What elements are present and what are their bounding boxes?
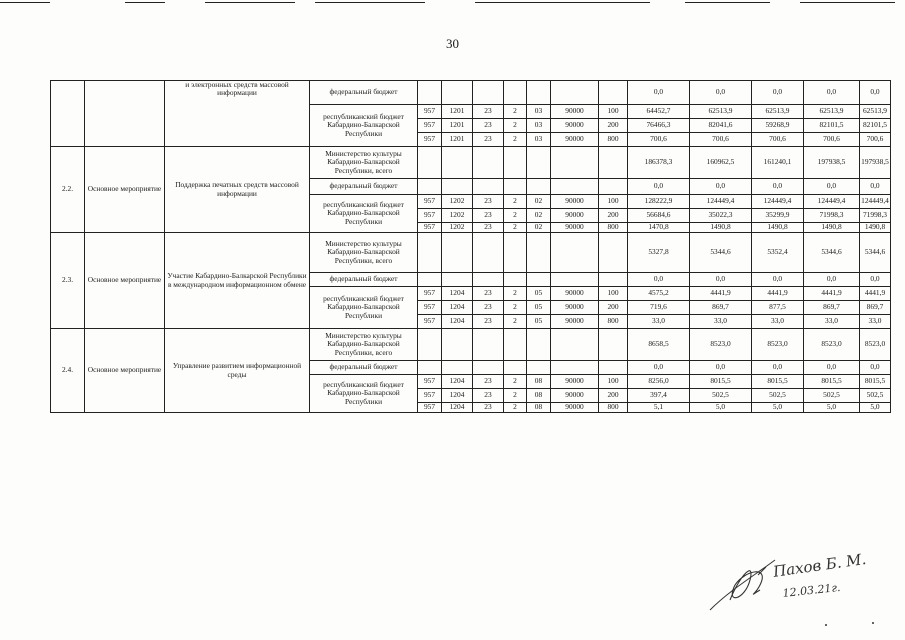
amount-v3-cell: 0,0 bbox=[752, 179, 804, 195]
amount-v1-cell: 719,6 bbox=[628, 301, 690, 315]
code-cs-cell bbox=[551, 179, 599, 195]
funding-source-cell: федеральный бюджет bbox=[310, 361, 418, 375]
amount-v3-cell: 877,5 bbox=[752, 301, 804, 315]
code-om-cell: 02 bbox=[527, 223, 551, 233]
code-cs-cell bbox=[551, 147, 599, 179]
top-rule-fragment bbox=[205, 2, 295, 3]
code-grbs-cell bbox=[418, 233, 442, 273]
amount-v1-cell: 33,0 bbox=[628, 315, 690, 329]
code-rz-cell bbox=[442, 179, 473, 195]
amount-v2-cell: 33,0 bbox=[690, 315, 752, 329]
funding-source-cell: федеральный бюджет bbox=[310, 273, 418, 287]
code-vr-cell: 800 bbox=[599, 133, 628, 147]
amount-v4-cell: 197938,5 bbox=[804, 147, 860, 179]
code-pp-cell bbox=[504, 329, 527, 361]
code-gp-cell bbox=[473, 273, 504, 287]
code-grbs-cell: 957 bbox=[418, 133, 442, 147]
code-om-cell: 05 bbox=[527, 315, 551, 329]
amount-v4-cell: 5,0 bbox=[804, 403, 860, 413]
code-grbs-cell: 957 bbox=[418, 195, 442, 209]
amount-v4-cell: 0,0 bbox=[804, 81, 860, 105]
amount-v2-cell: 8015,5 bbox=[690, 375, 752, 389]
amount-v4-cell: 502,5 bbox=[804, 389, 860, 403]
table-row bbox=[51, 81, 891, 105]
code-vr-cell bbox=[599, 81, 628, 105]
amount-v2-cell: 869,7 bbox=[690, 301, 752, 315]
amount-v5-cell: 8015,5 bbox=[860, 375, 891, 389]
amount-v2-cell: 5,0 bbox=[690, 403, 752, 413]
code-gp-cell bbox=[473, 361, 504, 375]
code-om-cell: 08 bbox=[527, 375, 551, 389]
code-cs-cell: 90000 bbox=[551, 287, 599, 301]
code-cs-cell: 90000 bbox=[551, 375, 599, 389]
code-gp-cell: 23 bbox=[473, 209, 504, 223]
code-cs-cell: 90000 bbox=[551, 209, 599, 223]
amount-v1-cell: 0,0 bbox=[628, 179, 690, 195]
code-vr-cell: 200 bbox=[599, 301, 628, 315]
code-om-cell: 08 bbox=[527, 403, 551, 413]
code-om-cell: 03 bbox=[527, 105, 551, 119]
activity-name-cell: Управление развитием информационной среды bbox=[165, 329, 310, 413]
amount-v1-cell: 8658,5 bbox=[628, 329, 690, 361]
amount-v4-cell: 33,0 bbox=[804, 315, 860, 329]
scan-speck bbox=[872, 622, 874, 624]
activity-type-cell: Основное мероприятие bbox=[85, 147, 165, 233]
amount-v3-cell: 4441,9 bbox=[752, 287, 804, 301]
amount-v4-cell: 82101,5 bbox=[804, 119, 860, 133]
code-vr-cell: 100 bbox=[599, 375, 628, 389]
signature-block bbox=[700, 545, 890, 625]
amount-v3-cell: 5,0 bbox=[752, 403, 804, 413]
amount-v4-cell: 8015,5 bbox=[804, 375, 860, 389]
amount-v1-cell: 4575,2 bbox=[628, 287, 690, 301]
amount-v4-cell: 124449,4 bbox=[804, 195, 860, 209]
top-rule-fragment bbox=[0, 2, 50, 3]
code-vr-cell bbox=[599, 233, 628, 273]
code-vr-cell: 800 bbox=[599, 223, 628, 233]
code-cs-cell: 90000 bbox=[551, 195, 599, 209]
amount-v1-cell: 0,0 bbox=[628, 81, 690, 105]
amount-v5-cell: 1490,8 bbox=[860, 223, 891, 233]
code-pp-cell: 2 bbox=[504, 119, 527, 133]
amount-v5-cell: 5344,6 bbox=[860, 233, 891, 273]
amount-v4-cell: 0,0 bbox=[804, 361, 860, 375]
amount-v5-cell: 0,0 bbox=[860, 361, 891, 375]
code-rz-cell bbox=[442, 81, 473, 105]
code-vr-cell bbox=[599, 273, 628, 287]
code-pp-cell: 2 bbox=[504, 315, 527, 329]
code-grbs-cell: 957 bbox=[418, 209, 442, 223]
code-vr-cell: 100 bbox=[599, 105, 628, 119]
code-grbs-cell bbox=[418, 147, 442, 179]
amount-v3-cell: 0,0 bbox=[752, 361, 804, 375]
amount-v3-cell: 0,0 bbox=[752, 81, 804, 105]
amount-v3-cell: 59268,9 bbox=[752, 119, 804, 133]
code-cs-cell bbox=[551, 273, 599, 287]
code-grbs-cell bbox=[418, 179, 442, 195]
amount-v5-cell: 0,0 bbox=[860, 273, 891, 287]
scan-speck bbox=[825, 624, 827, 626]
amount-v1-cell: 397,4 bbox=[628, 389, 690, 403]
amount-v4-cell: 700,6 bbox=[804, 133, 860, 147]
code-pp-cell: 2 bbox=[504, 301, 527, 315]
amount-v1-cell: 5,1 bbox=[628, 403, 690, 413]
code-grbs-cell: 957 bbox=[418, 375, 442, 389]
code-rz-cell: 1202 bbox=[442, 209, 473, 223]
table-row bbox=[51, 233, 891, 273]
code-gp-cell: 23 bbox=[473, 105, 504, 119]
amount-v5-cell: 124449,4 bbox=[860, 195, 891, 209]
code-cs-cell bbox=[551, 361, 599, 375]
code-grbs-cell: 957 bbox=[418, 389, 442, 403]
amount-v2-cell: 8523,0 bbox=[690, 329, 752, 361]
amount-v4-cell: 4441,9 bbox=[804, 287, 860, 301]
code-vr-cell: 100 bbox=[599, 195, 628, 209]
code-vr-cell: 800 bbox=[599, 403, 628, 413]
code-om-cell bbox=[527, 233, 551, 273]
code-pp-cell: 2 bbox=[504, 375, 527, 389]
amount-v2-cell: 0,0 bbox=[690, 179, 752, 195]
code-rz-cell bbox=[442, 233, 473, 273]
budget-table bbox=[50, 80, 891, 413]
amount-v1-cell: 186378,3 bbox=[628, 147, 690, 179]
table-row bbox=[51, 147, 891, 179]
code-gp-cell bbox=[473, 147, 504, 179]
code-rz-cell: 1204 bbox=[442, 315, 473, 329]
amount-v1-cell: 128222,9 bbox=[628, 195, 690, 209]
amount-v4-cell: 62513,9 bbox=[804, 105, 860, 119]
code-gp-cell: 23 bbox=[473, 119, 504, 133]
funding-source-cell: федеральный бюджет bbox=[310, 81, 418, 105]
code-om-cell bbox=[527, 329, 551, 361]
amount-v5-cell: 82101,5 bbox=[860, 119, 891, 133]
code-pp-cell bbox=[504, 233, 527, 273]
code-rz-cell: 1201 bbox=[442, 119, 473, 133]
code-gp-cell: 23 bbox=[473, 403, 504, 413]
amount-v4-cell: 869,7 bbox=[804, 301, 860, 315]
code-om-cell bbox=[527, 273, 551, 287]
code-om-cell: 08 bbox=[527, 389, 551, 403]
code-rz-cell: 1204 bbox=[442, 375, 473, 389]
code-om-cell: 03 bbox=[527, 133, 551, 147]
code-pp-cell bbox=[504, 273, 527, 287]
amount-v1-cell: 1470,8 bbox=[628, 223, 690, 233]
amount-v4-cell: 5344,6 bbox=[804, 233, 860, 273]
code-grbs-cell: 957 bbox=[418, 105, 442, 119]
amount-v5-cell: 8523,0 bbox=[860, 329, 891, 361]
code-rz-cell bbox=[442, 361, 473, 375]
code-grbs-cell bbox=[418, 329, 442, 361]
code-gp-cell bbox=[473, 329, 504, 361]
amount-v4-cell: 0,0 bbox=[804, 273, 860, 287]
code-pp-cell bbox=[504, 361, 527, 375]
amount-v5-cell: 502,5 bbox=[860, 389, 891, 403]
amount-v3-cell: 124449,4 bbox=[752, 195, 804, 209]
code-pp-cell: 2 bbox=[504, 195, 527, 209]
amount-v3-cell: 35299,9 bbox=[752, 209, 804, 223]
code-gp-cell: 23 bbox=[473, 133, 504, 147]
code-grbs-cell: 957 bbox=[418, 119, 442, 133]
code-pp-cell: 2 bbox=[504, 287, 527, 301]
code-om-cell bbox=[527, 147, 551, 179]
amount-v2-cell: 1490,8 bbox=[690, 223, 752, 233]
code-rz-cell: 1204 bbox=[442, 301, 473, 315]
amount-v3-cell: 62513,9 bbox=[752, 105, 804, 119]
code-pp-cell: 2 bbox=[504, 133, 527, 147]
top-rule-fragment bbox=[800, 2, 895, 3]
amount-v1-cell: 8256,0 bbox=[628, 375, 690, 389]
code-cs-cell bbox=[551, 233, 599, 273]
amount-v5-cell: 33,0 bbox=[860, 315, 891, 329]
code-cs-cell bbox=[551, 81, 599, 105]
code-grbs-cell bbox=[418, 361, 442, 375]
amount-v3-cell: 700,6 bbox=[752, 133, 804, 147]
code-om-cell: 02 bbox=[527, 195, 551, 209]
activity-name-cell: и электронных средств массовой информации bbox=[165, 81, 310, 147]
amount-v4-cell: 0,0 bbox=[804, 179, 860, 195]
code-vr-cell: 200 bbox=[599, 389, 628, 403]
amount-v2-cell: 5344,6 bbox=[690, 233, 752, 273]
code-gp-cell: 23 bbox=[473, 389, 504, 403]
code-gp-cell: 23 bbox=[473, 301, 504, 315]
code-rz-cell bbox=[442, 273, 473, 287]
code-vr-cell bbox=[599, 329, 628, 361]
activity-type-cell: Основное мероприятие bbox=[85, 329, 165, 413]
code-cs-cell: 90000 bbox=[551, 389, 599, 403]
amount-v3-cell: 502,5 bbox=[752, 389, 804, 403]
code-grbs-cell: 957 bbox=[418, 315, 442, 329]
code-cs-cell: 90000 bbox=[551, 223, 599, 233]
amount-v1-cell: 56684,6 bbox=[628, 209, 690, 223]
code-pp-cell: 2 bbox=[504, 105, 527, 119]
code-vr-cell bbox=[599, 361, 628, 375]
amount-v3-cell: 1490,8 bbox=[752, 223, 804, 233]
amount-v5-cell: 71998,3 bbox=[860, 209, 891, 223]
code-pp-cell bbox=[504, 179, 527, 195]
activity-number-cell: 2.4. bbox=[51, 329, 85, 413]
code-gp-cell: 23 bbox=[473, 195, 504, 209]
amount-v5-cell: 62513,9 bbox=[860, 105, 891, 119]
code-vr-cell: 200 bbox=[599, 209, 628, 223]
amount-v1-cell: 5327,8 bbox=[628, 233, 690, 273]
funding-source-cell: Министерство культуры Кабардино-Балкарской Республики, всего bbox=[310, 147, 418, 179]
activity-name-cell: Поддержка печатных средств массовой информации bbox=[165, 147, 310, 233]
activity-number-cell: 2.2. bbox=[51, 147, 85, 233]
amount-v2-cell: 502,5 bbox=[690, 389, 752, 403]
code-rz-cell: 1204 bbox=[442, 287, 473, 301]
activity-type-cell bbox=[85, 81, 165, 147]
top-rule-fragment bbox=[315, 2, 425, 3]
funding-source-cell: республиканский бюджет Кабардино-Балкарской Республики bbox=[310, 375, 418, 413]
top-rule-fragment bbox=[685, 2, 770, 3]
funding-source-cell: Министерство культуры Кабардино-Балкарской Республики, всего bbox=[310, 329, 418, 361]
funding-source-cell: федеральный бюджет bbox=[310, 179, 418, 195]
amount-v2-cell: 82041,6 bbox=[690, 119, 752, 133]
code-rz-cell: 1202 bbox=[442, 195, 473, 209]
code-om-cell: 05 bbox=[527, 287, 551, 301]
amount-v2-cell: 700,6 bbox=[690, 133, 752, 147]
amount-v3-cell: 5352,4 bbox=[752, 233, 804, 273]
code-rz-cell bbox=[442, 329, 473, 361]
top-rule-fragment bbox=[475, 2, 650, 3]
amount-v1-cell: 0,0 bbox=[628, 273, 690, 287]
amount-v4-cell: 71998,3 bbox=[804, 209, 860, 223]
code-grbs-cell: 957 bbox=[418, 301, 442, 315]
amount-v2-cell: 4441,9 bbox=[690, 287, 752, 301]
amount-v5-cell: 869,7 bbox=[860, 301, 891, 315]
funding-source-cell: республиканский бюджет Кабардино-Балкарской Республики bbox=[310, 105, 418, 147]
page-number: 30 bbox=[446, 36, 459, 51]
code-pp-cell: 2 bbox=[504, 403, 527, 413]
code-rz-cell: 1201 bbox=[442, 133, 473, 147]
activity-name-cell: Участие Кабардино-Балкарской Республики в международном информационном обмене bbox=[165, 233, 310, 329]
amount-v2-cell: 160962,5 bbox=[690, 147, 752, 179]
code-cs-cell bbox=[551, 329, 599, 361]
amount-v2-cell: 0,0 bbox=[690, 361, 752, 375]
code-cs-cell: 90000 bbox=[551, 119, 599, 133]
code-rz-cell: 1202 bbox=[442, 223, 473, 233]
code-vr-cell: 100 bbox=[599, 287, 628, 301]
amount-v2-cell: 0,0 bbox=[690, 273, 752, 287]
amount-v3-cell: 33,0 bbox=[752, 315, 804, 329]
funding-source-cell: республиканский бюджет Кабардино-Балкарской Республики bbox=[310, 287, 418, 329]
amount-v3-cell: 0,0 bbox=[752, 273, 804, 287]
amount-v2-cell: 124449,4 bbox=[690, 195, 752, 209]
amount-v5-cell: 0,0 bbox=[860, 179, 891, 195]
amount-v5-cell: 5,0 bbox=[860, 403, 891, 413]
code-cs-cell: 90000 bbox=[551, 301, 599, 315]
signature-name: Пахов Б. М. bbox=[772, 549, 868, 581]
code-gp-cell: 23 bbox=[473, 287, 504, 301]
code-grbs-cell bbox=[418, 81, 442, 105]
amount-v3-cell: 8015,5 bbox=[752, 375, 804, 389]
code-rz-cell bbox=[442, 147, 473, 179]
code-rz-cell: 1201 bbox=[442, 105, 473, 119]
activity-number-cell bbox=[51, 81, 85, 147]
code-gp-cell bbox=[473, 233, 504, 273]
code-gp-cell bbox=[473, 81, 504, 105]
code-pp-cell bbox=[504, 81, 527, 105]
code-pp-cell: 2 bbox=[504, 389, 527, 403]
code-cs-cell: 90000 bbox=[551, 315, 599, 329]
amount-v1-cell: 700,6 bbox=[628, 133, 690, 147]
code-vr-cell: 800 bbox=[599, 315, 628, 329]
code-gp-cell bbox=[473, 179, 504, 195]
code-vr-cell: 200 bbox=[599, 119, 628, 133]
code-grbs-cell: 957 bbox=[418, 403, 442, 413]
code-gp-cell: 23 bbox=[473, 375, 504, 389]
code-pp-cell bbox=[504, 147, 527, 179]
amount-v3-cell: 8523,0 bbox=[752, 329, 804, 361]
code-om-cell bbox=[527, 179, 551, 195]
code-om-cell: 05 bbox=[527, 301, 551, 315]
code-rz-cell: 1204 bbox=[442, 403, 473, 413]
signature-date: 12.03.21г. bbox=[782, 580, 842, 600]
amount-v4-cell: 8523,0 bbox=[804, 329, 860, 361]
code-om-cell bbox=[527, 361, 551, 375]
top-rule-fragment bbox=[125, 2, 165, 3]
funding-source-cell: республиканский бюджет Кабардино-Балкарской Республики bbox=[310, 195, 418, 233]
code-vr-cell bbox=[599, 179, 628, 195]
funding-source-cell: Министерство культуры Кабардино-Балкарской Республики, всего bbox=[310, 233, 418, 273]
amount-v5-cell: 0,0 bbox=[860, 81, 891, 105]
amount-v4-cell: 1490,8 bbox=[804, 223, 860, 233]
code-vr-cell bbox=[599, 147, 628, 179]
activity-number-cell: 2.3. bbox=[51, 233, 85, 329]
amount-v5-cell: 4441,9 bbox=[860, 287, 891, 301]
amount-v5-cell: 197938,5 bbox=[860, 147, 891, 179]
code-cs-cell: 90000 bbox=[551, 105, 599, 119]
code-gp-cell: 23 bbox=[473, 315, 504, 329]
code-rz-cell: 1204 bbox=[442, 389, 473, 403]
amount-v5-cell: 700,6 bbox=[860, 133, 891, 147]
amount-v1-cell: 64452,7 bbox=[628, 105, 690, 119]
code-gp-cell: 23 bbox=[473, 223, 504, 233]
code-om-cell: 03 bbox=[527, 119, 551, 133]
code-cs-cell: 90000 bbox=[551, 403, 599, 413]
amount-v3-cell: 161240,1 bbox=[752, 147, 804, 179]
code-grbs-cell: 957 bbox=[418, 287, 442, 301]
code-grbs-cell: 957 bbox=[418, 223, 442, 233]
code-pp-cell: 2 bbox=[504, 223, 527, 233]
code-grbs-cell bbox=[418, 273, 442, 287]
activity-type-cell: Основное мероприятие bbox=[85, 233, 165, 329]
amount-v1-cell: 0,0 bbox=[628, 361, 690, 375]
amount-v2-cell: 62513,9 bbox=[690, 105, 752, 119]
amount-v2-cell: 35022,3 bbox=[690, 209, 752, 223]
table-row bbox=[51, 329, 891, 361]
code-om-cell: 02 bbox=[527, 209, 551, 223]
amount-v2-cell: 0,0 bbox=[690, 81, 752, 105]
code-om-cell bbox=[527, 81, 551, 105]
code-pp-cell: 2 bbox=[504, 209, 527, 223]
amount-v1-cell: 76466,3 bbox=[628, 119, 690, 133]
code-cs-cell: 90000 bbox=[551, 133, 599, 147]
